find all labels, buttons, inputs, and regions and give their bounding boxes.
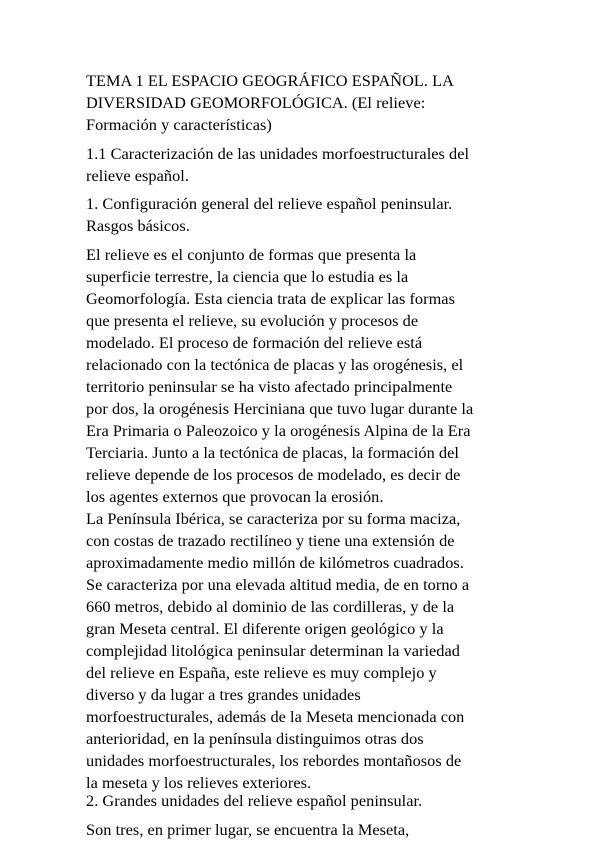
paragraph-peninsula-iberica: La Península Ibérica, se caracteriza por su forma maciza, con costas de trazado rectilíneo y tiene una extensión de aproximadamente medio millón de kilómetros cuadrados. Se caracteriza por una elevada altitud media, de en torno a 660 metros, debido al dominio de las cordilleras, y de la gran Meseta central. El diferente origen geológico y la complejidad litológica peninsular determinan la variedad del relieve en España, este relieve es muy complejo y diverso y da lugar a tres grandes unidades morfoestructurales, además de la Meseta mencionada con anterioridad, en la península distinguimos otras dos unidades morfoestructurales, los rebordes montañosos de la meseta y los relieves exteriores.	[86, 509, 470, 792]
section-heading-1-1: 1.1 Caracterización de las unidades morfoestructurales del relieve español.	[86, 144, 470, 185]
document-title: TEMA 1 EL ESPACIO GEOGRÁFICO ESPAÑOL. LA DIVERSIDAD GEOMORFOLÓGICA. (El relieve: Formación y características)	[86, 71, 454, 134]
paragraph-relieve-definicion: El relieve es el conjunto de formas que presenta la superficie terrestre, la ciencia que lo estudia es la Geomorfología. Esta ciencia trata de explicar las formas que presenta el relieve, su evolución y procesos de modelado. El proceso de formación del relieve está relacionado con la tectónica de placas y las orogénesis, el territorio peninsular se ha visto afectado principalmente por dos, la orogénesis Herciniana que tuvo lugar durante la Era Primaria o Paleozoico y la orogénesis Alpina de la Era Terciaria. Junto a la tectónica de placas, la formación del relieve depende de los procesos de modelado, es decir de los agentes externos que provocan la erosión.	[86, 245, 474, 506]
paragraph-grandes-unidades: Son tres, en primer lugar, se encuentra la Meseta,	[86, 820, 410, 839]
section-heading-2: 2. Grandes unidades del relieve español peninsular.	[86, 791, 423, 810]
section-heading-1: 1. Configuración general del relieve español peninsular. Rasgos básicos.	[86, 194, 453, 235]
